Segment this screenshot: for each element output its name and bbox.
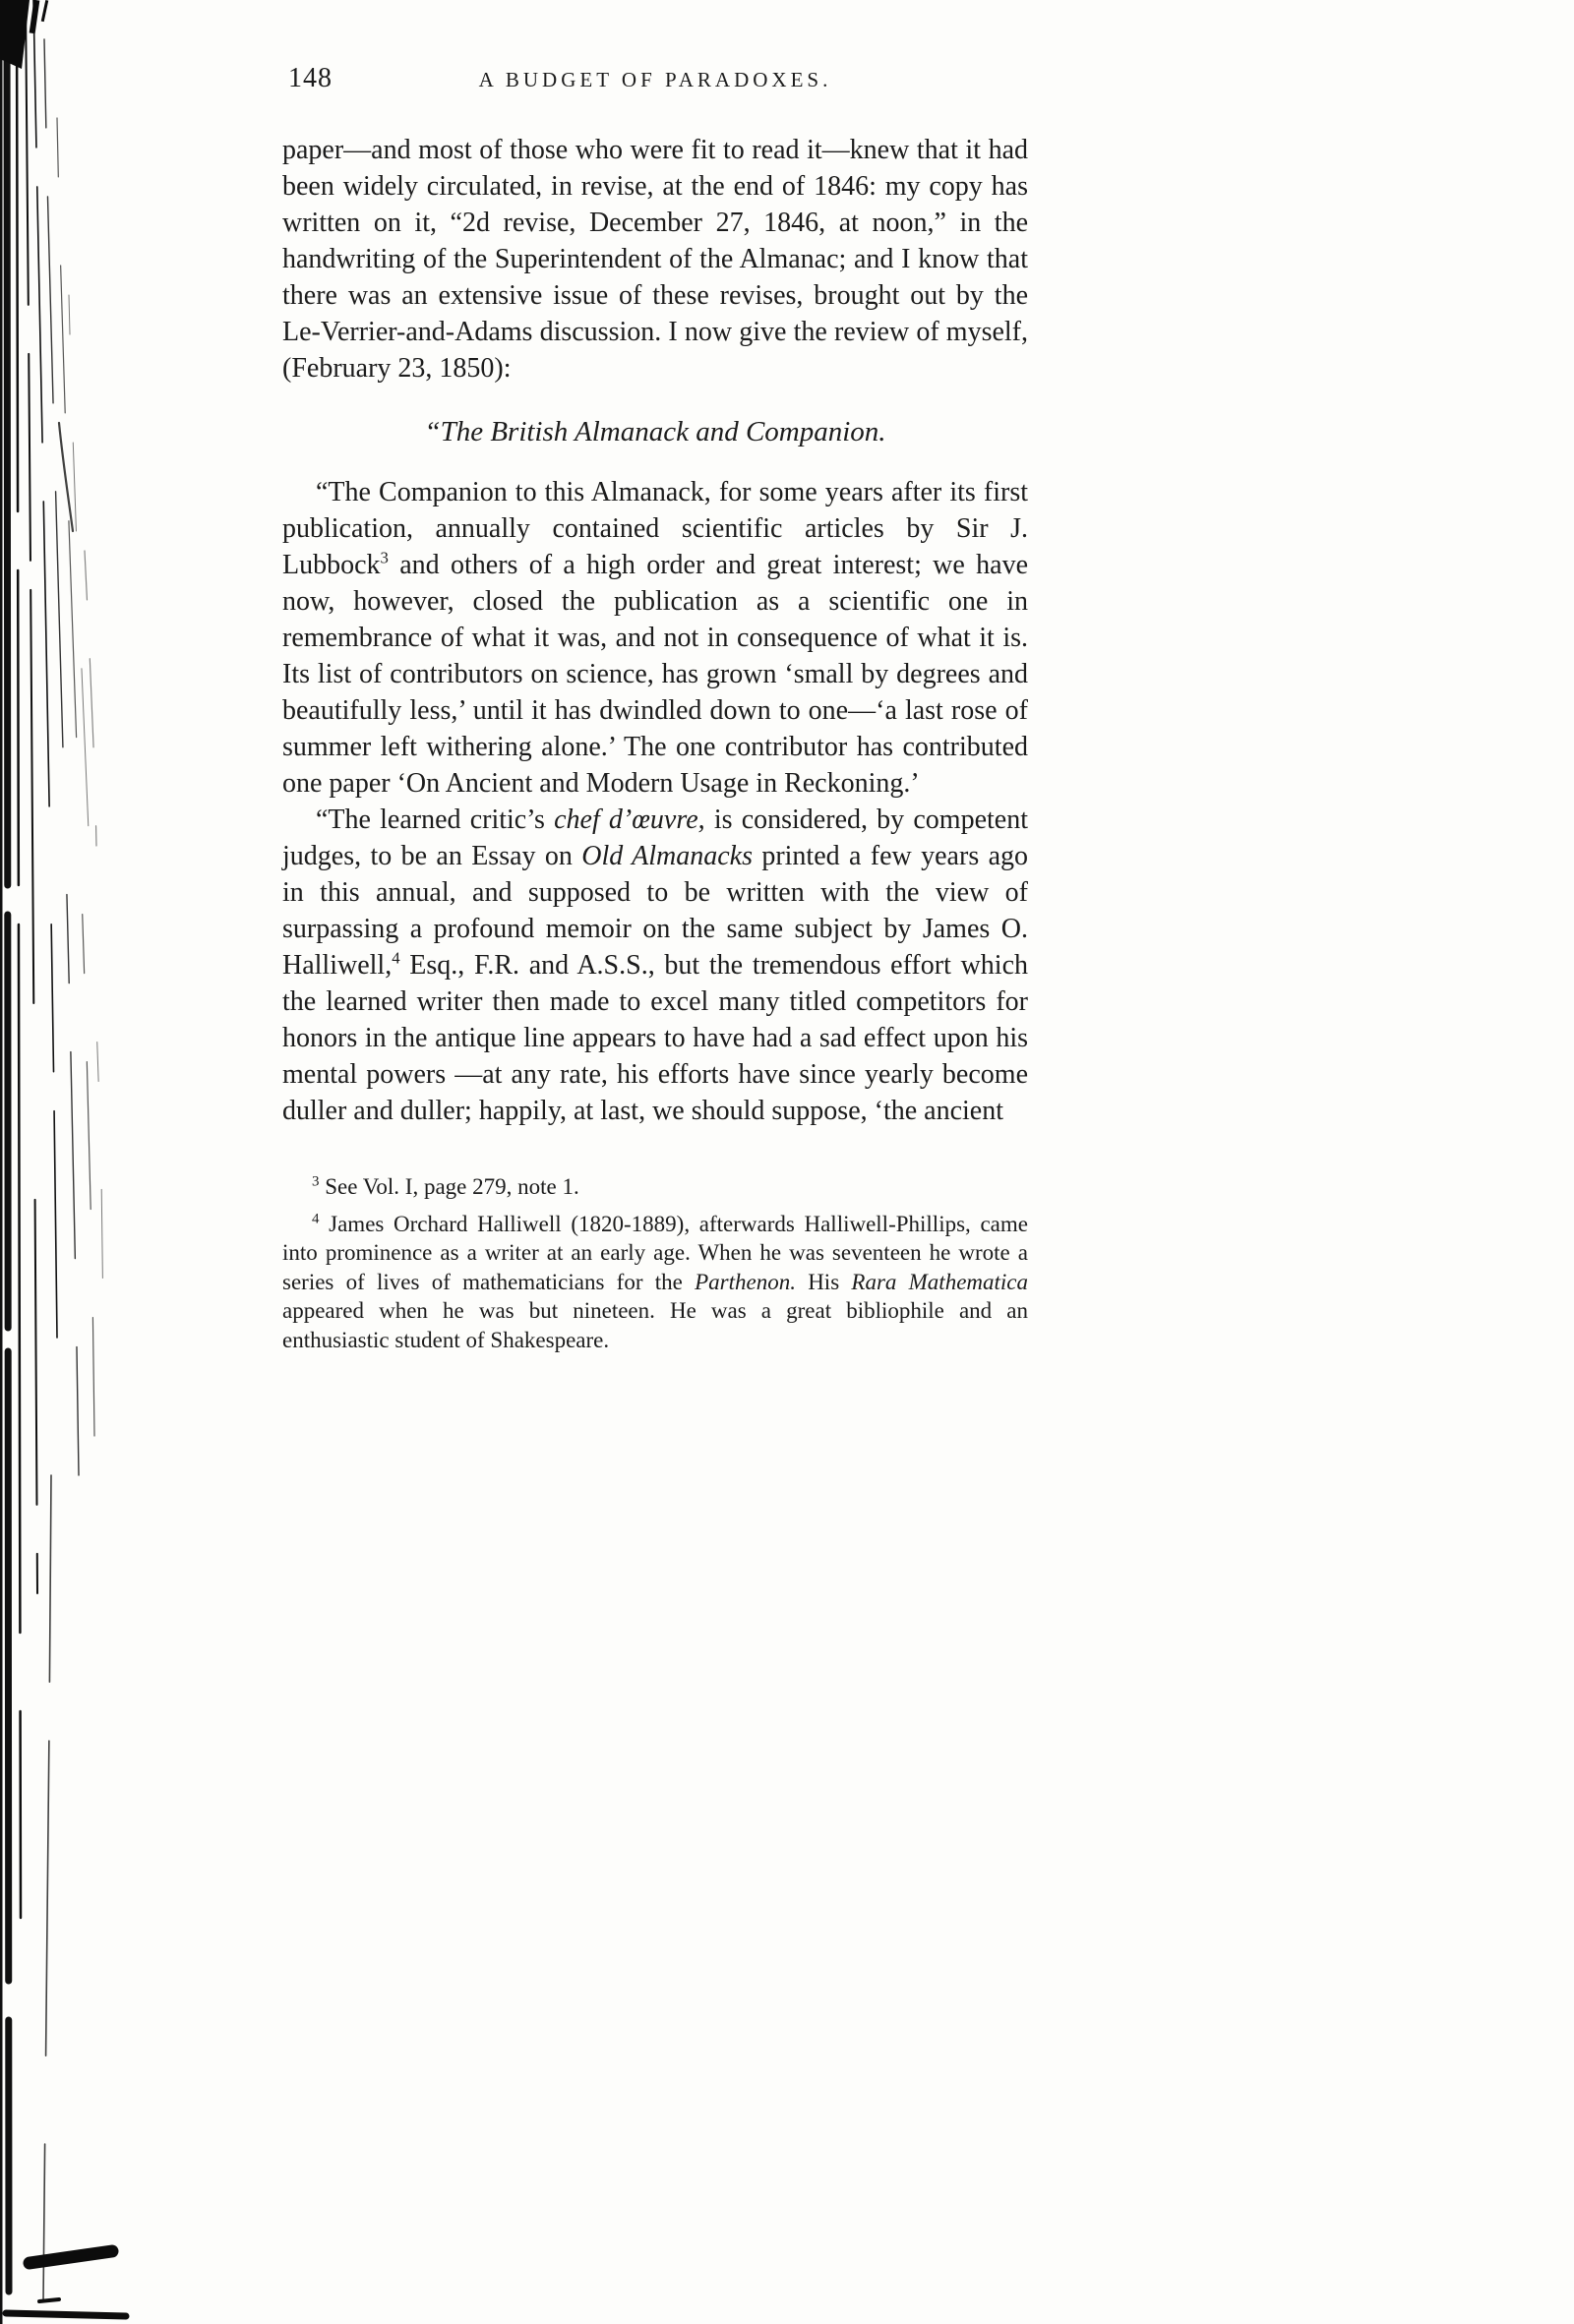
footnote-text: James Orchard Halliwell (1820-1889), afterwards Halliwell-Phillips, came into prominence as a writer at an early age. When he was seventeen he wrote a series of lives of mathematicians for the [282, 1211, 1028, 1294]
review-heading [282, 416, 1028, 448]
page-header [282, 63, 1028, 100]
paragraph-critic [282, 802, 1028, 1129]
footnotes-section [282, 1172, 1028, 1354]
page-number: 148 [288, 63, 333, 93]
footnote-text: appeared when he was but nineteen. He was a great bibliophile and an enthusiastic student of Shakespeare. [282, 1298, 1028, 1352]
italic-phrase-old-almanacks: Old Almanacks [581, 841, 753, 871]
running-title: A BUDGET OF PARADOXES. [478, 68, 832, 91]
footnote-ref-4: 4 [392, 948, 400, 968]
italic-phrase-chef-doeuvre: chef d’œuvre, [554, 804, 705, 835]
paragraph-text: and others of a high order and great interest; we have now, however, closed the publication as a scientific one in remembrance of what it was, and not in consequence of what it is. Its list of contributors on science, has grown ‘small by degrees and beautifully less,’ until it has dwindled down to one—‘a last rose of summer left withering alone.’ The one contributor has contributed one paper ‘On Ancient and Modern Usage in Reckoning.’ [282, 550, 1028, 799]
review-heading-text: “The British Almanack and Companion. [424, 416, 886, 447]
footnote-text: See Vol. I, page 279, note 1. [319, 1174, 579, 1199]
paragraph-text: “The Companion to this Almanack, for some years after its first publication, annually contained scientific articles by Sir J. Lubbock [282, 477, 1028, 580]
footnote-marker-3: 3 [312, 1173, 320, 1190]
text-block [282, 63, 1028, 1354]
footnote-3 [282, 1172, 1028, 1202]
paragraph-text: Esq., F.R. and A.S.S., but the tremendous effort which the learned writer then made to excel many titled competitors for honors in the antique line appears to have had a sad effect upon his mental powers —at any rate, his efforts have since yearly become duller and duller; happily, at last, we should suppose, ‘the ancient [282, 950, 1028, 1126]
italic-phrase-parthenon: Parthenon. [695, 1269, 796, 1294]
paragraph-companion [282, 474, 1028, 802]
italic-phrase-rara-mathematica: Rara Mathematica [851, 1269, 1029, 1294]
paragraph-text: printed a few years ago in this annual, and supposed to be written with the view of surpassing a profound memoir on the same subject by James O. Halliwell, [282, 841, 1028, 981]
paragraph-text: is considered, by competent judges, to be an Essay on [282, 804, 1028, 871]
paragraph-text: “The learned critic’s [316, 804, 555, 835]
footnote-marker-4: 4 [312, 1210, 320, 1226]
paragraph-continuation [282, 132, 1028, 387]
footnote-text: His [795, 1269, 852, 1294]
paragraph-text: paper—and most of those who were fit to read it—knew that it had been widely circulated, in revise, at the end of 1846: my copy has written on it, “2d revise, December 27, 1846, at noon,” in the handwriting of the Superintendent of the Almanac; and I know that there was an extensive issue of these revises, brought out by the Le-Verrier-and-Adams discussion. I now give the review of myself, (February 23, 1850): [282, 135, 1028, 384]
scan-edge-artifact [0, 0, 177, 2324]
footnote-ref-3: 3 [380, 548, 389, 567]
footnote-4 [282, 1210, 1028, 1355]
